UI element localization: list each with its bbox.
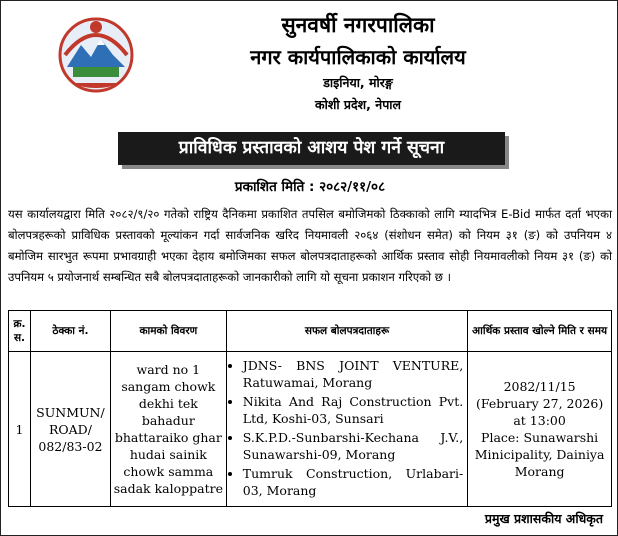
office-name: नगर कार्यपालिकाको कार्यालय bbox=[250, 45, 466, 69]
header-work-description: कामको विवरण bbox=[110, 311, 226, 352]
cell-bidders bbox=[226, 352, 467, 507]
bidder-item: • JDNS- BNS JOINT VENTURE, Ratuwamai, Morang bbox=[243, 357, 463, 391]
header-sn: क्र. स. bbox=[9, 311, 31, 352]
cell-opening-schedule bbox=[468, 352, 612, 507]
cell-work-description: ward no 1 sangam chowk dekhi tek bahadur bhattaraiko ghar hudai sainik chowk samma sadak kaloppatre bbox=[110, 352, 226, 507]
opening-time: at 13:00 bbox=[513, 413, 566, 428]
bidder-item: • S.K.P.D.-Sunbarshi-Kechana J.V., Sunawarshi-09, Morang bbox=[243, 429, 463, 463]
bidder-item: • Tumruk Construction, Urlabari-03, Morang bbox=[243, 465, 463, 499]
cell-contract-no: SUNMUN/ ROAD/ 082/83-02 bbox=[30, 352, 110, 507]
address-line-2: कोशी प्रदेश, नेपाल bbox=[314, 97, 402, 112]
table-header-row bbox=[9, 311, 612, 352]
header-financial-opening: आर्थिक प्रस्ताव खोल्ने मिति र समय bbox=[468, 311, 612, 352]
cell-sn: 1 bbox=[9, 352, 31, 507]
municipality-name: सुनवर्षी नगरपालिका bbox=[281, 13, 435, 37]
published-date: प्रकाशित मिति : २०८२/११/०८ bbox=[234, 179, 386, 195]
opening-place: Place: Sunawarshi Minicipality, Dainiya Morang bbox=[474, 430, 605, 479]
signature-title: प्रमुख प्रशासकीय अधिकृत bbox=[484, 511, 603, 526]
bidders-table bbox=[8, 310, 612, 507]
header-successful-bidders: सफल बोलपत्रदाताहरू bbox=[226, 311, 467, 352]
notice-body-text: यस कार्यालयद्वारा मिति २०८२/९/२० गतेको राष्ट्रिय दैनिकमा प्रकाशित तपसिल बमोजिमको ठिक्काको लागि म्यादभित्र E-Bid मार्फत दर्ता भएका बोलपत्रहरूको प्राविधिक प्रस्तावको मूल्यांकन गर्दा सार्वजनिक खरिद नियमावली २०६४ (संशोधन समेत) को नियम ३१ (ङ) को उपनियम ४ बमोजिम सारभुत रूपमा प्रभावग्राही भएका देहाय बमोजिमका सफल बोलपत्रदाताहरूको आर्थिक प्रस्ताव सोही नियमावलीको नियम ३१ (ङ) को उपनियम ५ प्रयोजनार्थ सम्बन्धित सबै बोलपत्रदाताहरूको जानकारीको लागि यो सूचना प्रकाशन गरिएको छ । bbox=[8, 207, 612, 284]
address-line-1: डाइनिया, मोरङ्ग bbox=[323, 75, 393, 90]
bidder-list bbox=[229, 357, 463, 499]
notice-title-banner: प्राविधिक प्रस्तावको आशय पेश गर्ने सूचना bbox=[118, 132, 505, 165]
opening-date-ad: (February 27, 2026) bbox=[475, 396, 604, 411]
bidder-item: • Nikita And Raj Construction Pvt. Ltd, Koshi-03, Sunsari bbox=[243, 393, 463, 427]
opening-date: 2082/11/15 bbox=[503, 379, 576, 394]
table-row bbox=[9, 352, 612, 507]
header-contract-no: ठेक्का नं. bbox=[30, 311, 110, 352]
